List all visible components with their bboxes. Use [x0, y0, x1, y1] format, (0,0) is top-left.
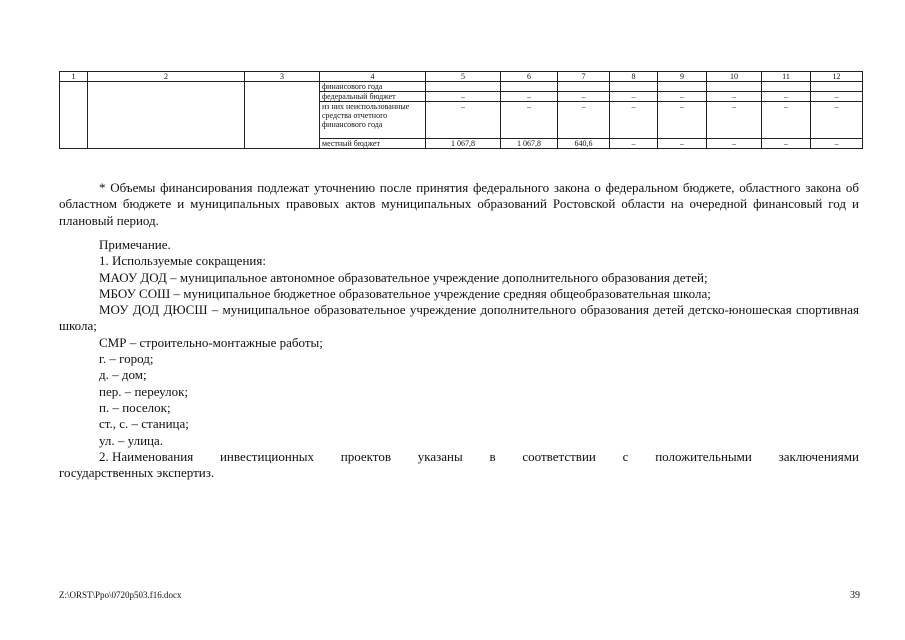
row-label: местный бюджет [320, 139, 426, 149]
value-cell: – [658, 102, 707, 139]
financing-table [59, 71, 863, 149]
value-cell [707, 82, 762, 92]
value-cell: – [707, 102, 762, 139]
header-cell: 7 [558, 72, 610, 82]
row-label: федеральный бюджет [320, 92, 426, 102]
value-cell: – [426, 102, 501, 139]
value-cell: 1 067,8 [501, 139, 558, 149]
financing-footnote [59, 180, 859, 229]
value-cell: – [610, 102, 658, 139]
empty-cell [60, 82, 88, 149]
value-cell [501, 82, 558, 92]
row-label: финансового года [320, 82, 426, 92]
value-cell: – [811, 102, 863, 139]
header-cell: 3 [245, 72, 320, 82]
note-2-word: заключениями [778, 448, 859, 464]
header-cell: 2 [88, 72, 245, 82]
abbrev-maou: МАОУ ДОД – муниципальное автономное образовательное учреждение дополнительного образования детей; [99, 269, 708, 285]
note-2-word: проектов [340, 448, 391, 464]
value-cell: – [610, 139, 658, 149]
value-cell: – [501, 102, 558, 139]
abbrev-per: пер. – переулок; [99, 383, 188, 399]
header-cell: 4 [320, 72, 426, 82]
note-2-end: государственных экспертиз. [59, 465, 215, 481]
value-cell: – [558, 92, 610, 102]
value-cell [658, 82, 707, 92]
value-cell: 640,6 [558, 139, 610, 149]
value-cell: – [762, 102, 811, 139]
value-cell: – [762, 139, 811, 149]
abbrev-mbou: МБОУ СОШ – муниципальное бюджетное образовательное учреждение средняя общеобразовательная школа; [99, 285, 711, 301]
header-cell: 6 [501, 72, 558, 82]
table-row [60, 82, 863, 92]
value-cell: – [610, 92, 658, 102]
header-cell: 5 [426, 72, 501, 82]
row-label: из них неиспользованные средства отчетного финансового года [320, 102, 426, 139]
note-2-word: соответствии [522, 448, 596, 464]
header-cell: 10 [707, 72, 762, 82]
note-2-word: с [622, 448, 629, 464]
note-2-word: в [489, 448, 496, 464]
value-cell [610, 82, 658, 92]
page-number: 39 [850, 590, 860, 601]
value-cell: – [762, 92, 811, 102]
value-cell: 1 067,8 [426, 139, 501, 149]
value-cell [762, 82, 811, 92]
value-cell: – [658, 139, 707, 149]
header-cell: 1 [60, 72, 88, 82]
abbrev-ul: ул. – улица. [99, 432, 164, 448]
value-cell [426, 82, 501, 92]
value-cell: – [707, 139, 762, 149]
value-cell [811, 82, 863, 92]
abbrev-d: д. – дом; [99, 367, 147, 383]
value-cell: – [558, 102, 610, 139]
note-2-first-line [59, 449, 859, 465]
note-2-word: инвестиционных [219, 448, 315, 464]
notes-section [59, 237, 859, 481]
abbrev-mou: МОУ ДОД ДЮСШ – муниципальное образовательное учреждение дополнительного образования детей детско-юношеская спортивная школа; [59, 302, 859, 334]
header-cell: 9 [658, 72, 707, 82]
note-2-word: 2. Наименования [99, 448, 194, 464]
abbrev-p: п. – поселок; [99, 399, 171, 415]
header-cell: 12 [811, 72, 863, 82]
empty-cell [88, 82, 245, 149]
value-cell: – [426, 92, 501, 102]
empty-cell [245, 82, 320, 149]
header-cell: 8 [610, 72, 658, 82]
footer-file-path: Z:\ORST\Ppo\0720p503.f16.docx [59, 590, 182, 600]
value-cell: – [811, 92, 863, 102]
header-cell: 11 [762, 72, 811, 82]
value-cell: – [658, 92, 707, 102]
notes-title: Примечание. [99, 237, 171, 252]
note-2-word: указаны [417, 448, 463, 464]
abbrev-smr: СМР – строительно-монтажные работы; [99, 334, 323, 350]
abbrev-st: ст., с. – станица; [99, 416, 189, 432]
footnote-text: * Объемы финансирования подлежат уточнению после принятия федерального закона о федеральном бюджете, областного закона об областном бюджете и муниципальных правовых актов муниципальных образований Ростовской области на очередной финансовый год и плановый период. [59, 180, 859, 228]
abbreviations-heading: 1. Используемые сокращения: [99, 253, 266, 269]
value-cell [558, 82, 610, 92]
value-cell: – [501, 92, 558, 102]
note-2-word: положительными [655, 448, 752, 464]
value-cell: – [707, 92, 762, 102]
value-cell: – [811, 139, 863, 149]
table-header-row [60, 72, 863, 82]
abbrev-g: г. – город; [99, 351, 154, 367]
